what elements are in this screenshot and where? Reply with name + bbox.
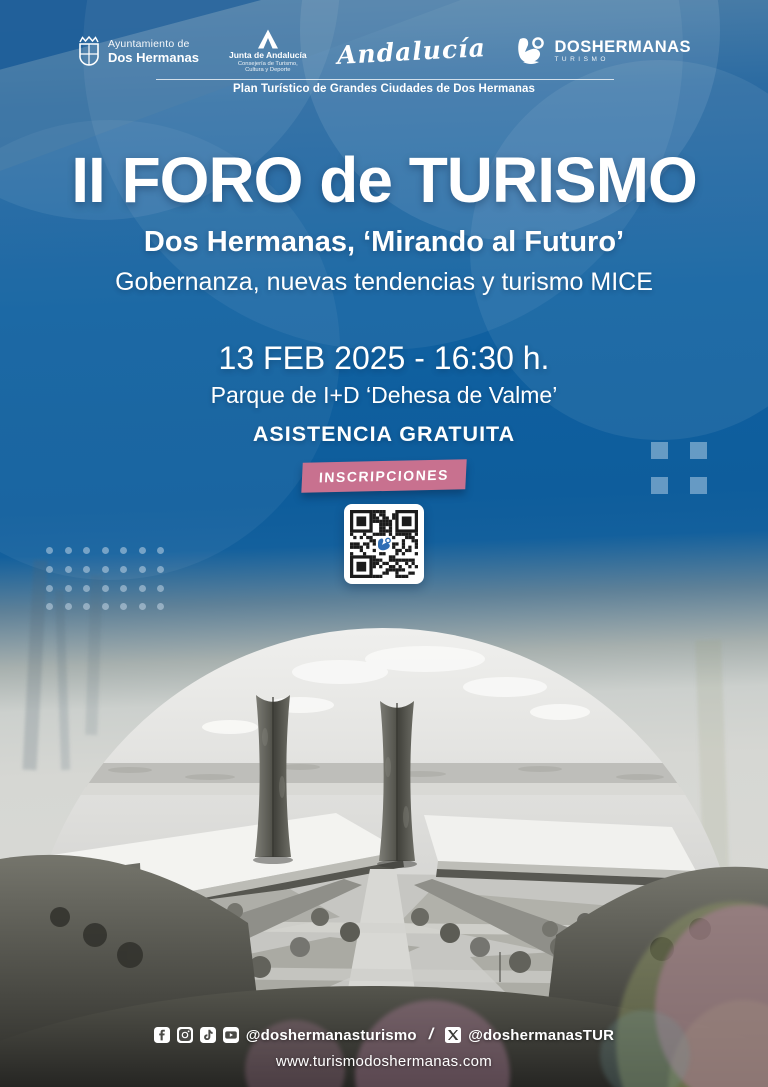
andalucia-wordmark: Andalucía [335,32,487,70]
social-row [0,1026,768,1044]
dot-decoration [83,603,90,610]
instagram-icon[interactable] [177,1027,193,1043]
youtube-icon[interactable] [223,1027,239,1043]
dot-decoration [120,585,127,592]
tiktok-icon[interactable] [200,1027,216,1043]
junta-logo [229,28,307,74]
dot-decoration [157,547,164,554]
poster-tagline: Gobernanza, nuevas tendencias y turismo MICE [115,268,653,296]
ayuntamiento-logo [77,35,199,68]
dot-decoration [157,585,164,592]
dot-decoration [139,566,146,573]
qr-pattern [350,510,418,578]
plan-banner: Plan Turístico de Grandes Ciudades de Dos Hermanas [233,83,535,95]
event-venue: Parque de I+D ‘Dehesa de Valme’ [210,382,558,408]
dot-decoration [120,603,127,610]
dot-decoration [139,585,146,592]
qr-code [344,504,424,584]
park-render-image [0,617,768,1087]
doshermanas-name: DOSHERMANAS [554,38,692,57]
inscriptions-button[interactable]: INSCRIPCIONES [301,459,466,492]
facebook-icon[interactable] [154,1027,170,1043]
square-decoration [651,477,668,494]
ayuntamiento-line2: Dos Hermanas [107,49,199,65]
junta-a-icon [256,28,280,50]
dot-decoration [46,603,53,610]
dot-decoration [46,566,53,573]
poster-title: II FORO de TURISMO [71,144,697,216]
poster-subtitle: Dos Hermanas, ‘Mirando al Futuro’ [143,226,625,258]
dot-decoration [65,566,72,573]
dot-decoration [65,585,72,592]
dot-decoration [83,547,90,554]
dot-decoration [102,603,109,610]
dot-decoration [157,603,164,610]
handle-main[interactable]: @doshermanasturismo [245,1026,417,1044]
dot-decoration [46,547,53,554]
dot-decoration [83,566,90,573]
square-decoration [651,442,668,459]
x-twitter-icon[interactable] [445,1027,461,1043]
handle-separator: / [428,1026,434,1043]
dot-decoration [102,585,109,592]
ayuntamiento-line1: Ayuntamiento de [107,37,190,50]
dot-decoration [139,603,146,610]
dot-decoration [46,585,53,592]
doshermanas-logo [515,35,691,67]
dot-decoration [65,603,72,610]
dot-decoration [120,547,127,554]
event-admission: ASISTENCIA GRATUITA [252,422,516,446]
handle-x[interactable]: @doshermanasTUR [468,1026,615,1044]
doshermanas-figures-icon [515,35,547,67]
ayuntamiento-shield-icon [77,35,101,68]
dot-decoration [157,566,164,573]
header-divider [156,79,614,80]
dot-decoration [83,585,90,592]
square-decoration [690,442,707,459]
dot-decoration [65,547,72,554]
event-datetime: 13 FEB 2025 - 16:30 h. [218,340,550,376]
dot-decoration [139,547,146,554]
footer [0,1026,768,1070]
square-decoration [690,477,707,494]
junta-dept1: Consejería de Turismo, [237,60,298,67]
doshermanas-sub: TURISMO [554,55,609,63]
junta-name: Junta de Andalucía [228,50,307,60]
website-url[interactable]: www.turismodoshermanas.com [275,1053,493,1070]
dot-decoration [120,566,127,573]
dot-decoration [102,547,109,554]
dot-decoration [102,566,109,573]
junta-dept2: Cultura y Deporte [245,67,291,74]
logo-row [0,28,768,74]
